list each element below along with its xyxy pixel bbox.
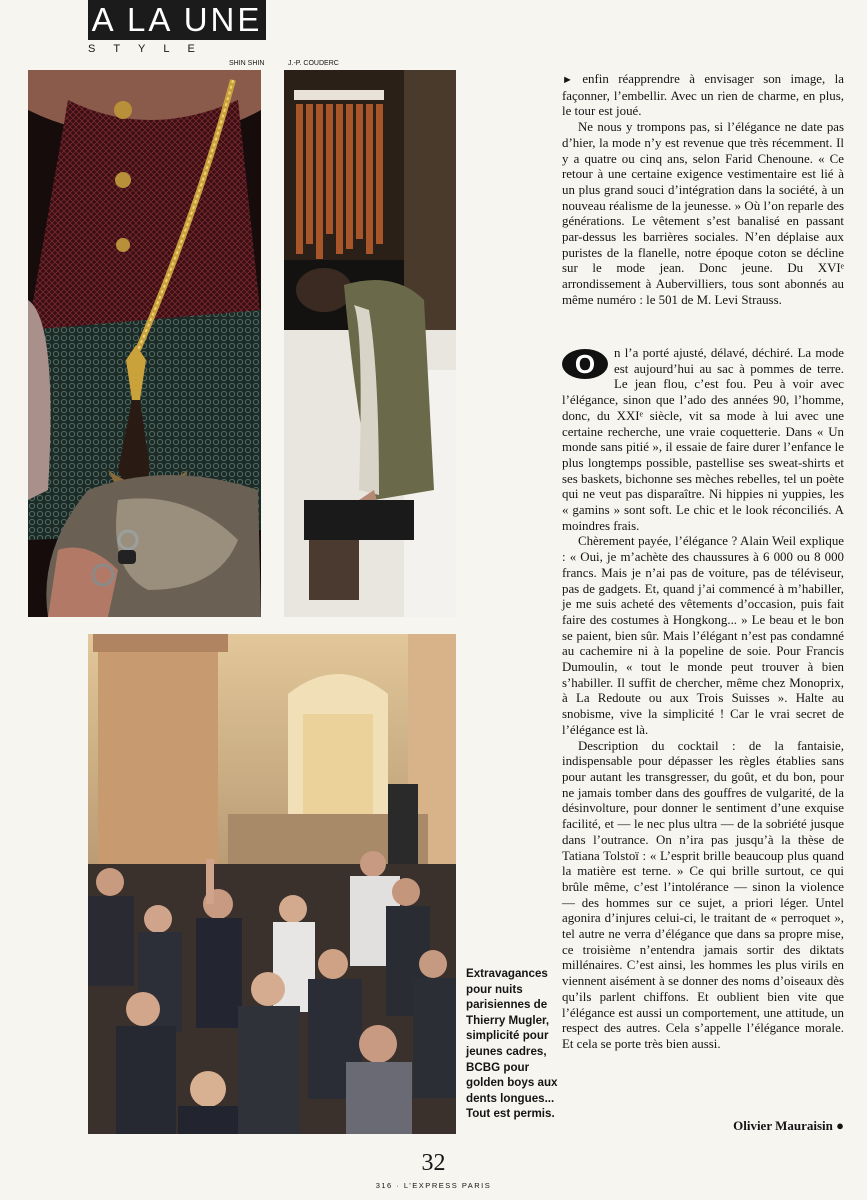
paragraph-text: enfin réapprendre à envisager son image, la façonner, l’embellir. Avec un rien de charme, en plus, le tour est joué.: [562, 72, 844, 119]
continuation-arrow-icon: ►: [562, 74, 573, 86]
paragraph: Chèrement payée, l’élégance ? Alain Weil explique : « Oui, je m’achète des chaussures à 6 000 ou 8 000 francs. Mais je n’ai pas de voiture, pas de téléviseur, pas de gadgets. Et, quand j’ai commencé à m’habiller, je me suis acheté des vêtements d’occasion, puis fait faire des costumes à Hongkong... » Le beau et le bon se paient, bien sûr. Mais l’élégant n’est pas condamné au cachemire ni à la popeline de soie. Pour Francis Dumoulin, « tout le monde peut trouver à bien s’habiller. Il suffit de chercher, même chez Monoprix, à La Redoute ou aux Trois Suisses ». Halte au snobisme, vive la simplicité ! Car le vrai secret de l’élégance est là.: [562, 534, 844, 737]
author-signature: Olivier Mauraisin ●: [733, 1118, 844, 1133]
photo-stock-exchange: [88, 634, 456, 1134]
paragraph-dropcap: [562, 346, 844, 534]
photo-credit-right: J.-P. COUDERC: [288, 60, 339, 67]
photo-mugler-jewelry: [28, 70, 261, 617]
photo-man-in-shop: [284, 70, 456, 617]
photo-caption: Extravagances pour nuits parisiennes de Thierry Mugler, simplicité pour jeunes cadres, BCBG pour golden boys aux dents longues... Tout est permis.: [466, 967, 558, 1121]
paragraph-lead: [562, 72, 844, 120]
dropcap-letter: O: [562, 349, 608, 379]
paragraph: Ne nous y trompons pas, si l’élégance ne date pas d’hier, la mode n’y est revenue que très récemment. Il y a quatre ou cinq ans, selon Farid Chenoune. « Ce retour à une certaine exigence vestimentaire est lié à un plus grand souci d’intégration dans la société, à un nouveau réalisme de la jeunesse. » Où l’on reparle des générations. Le vêtement s’est banalisé en passant par-dessus les barrières sociales. N’en déplaise aux puristes de la flanelle, notre époque coton se décline sur le mode jean. Donc jeune. Du XVIᵉ arrondissement à Aubervilliers, tous sont abonnés au même numéro : le 501 de M. Levi Strauss.: [562, 120, 844, 307]
article-column-top: [562, 72, 844, 309]
article-column-main: [562, 346, 844, 1053]
section-label: STYLE: [88, 43, 213, 55]
photo-credit-left: SHIN SHIN: [229, 60, 265, 67]
rubric-title: A LA UNE: [88, 0, 266, 40]
page-number: 32: [421, 1150, 446, 1176]
paragraph-text: n l’a porté ajusté, délavé, déchiré. La mode est aujourd’hui au sac à pommes de terre. Le jean flou, c’est fou. Peu à voir avec l’élégance, sinon que l’ado des années 90, l’homme, donc, du XXIᵉ siècle, vit sa mode à lui avec une certaine recherche, une vraie coquetterie. Dans « Un monde sans pitié », il essaie de faire durer l’enfance le plus longtemps possible, pastellise ses sweat-shirts et ses baskets, bichonne ses mèches rebelles, tel un poète qui ne veut pas disparaître. Ni hippies ni yuppies, les « gamins » sont soft. Le chic et le look réconciliés. A moindres frais.: [562, 346, 844, 533]
issue-line: 316 · L’EXPRESS PARIS: [375, 1181, 492, 1190]
paragraph: Description du cocktail : de la fantaisie, indispensable pour dépasser les règles établies sans pour autant les transgresser, du goût, et du bon, pour ne jamais tomber dans des gouffres de vulgarité, de la désinvolture, pour donner le sentiment d’une exquise facilité, et — le nec plus ultra — de la sobriété jusque dans l’outrance. On n’ira pas jusqu’à la thèse de Tatiana Tolstoï : « L’esprit brille beaucoup plus quand la matière est terne. » Ce qui brille surtout, ce qui brûle même, c’est l’intolérance — sinon la violence — des hommes sur ce sujet, a priori léger. Untel agonira d’injures celui-ci, le traitant de « perroquet », tel autre ne verra d’élégance que dans sa propre mise, ce troisième n’entendra jamais sortir des diktats millénaires. C’est ainsi, les hommes les plus virils en viennent aisément à se donner des noms d’oiseaux dès qu’ils parlent chiffons. Et oublient bien vite que l’élégance est aussi un comportement, une attitude, un respect des autres. Cela s’appelle l’élégance morale. Et cela se porte très bien aussi.: [562, 738, 844, 1051]
